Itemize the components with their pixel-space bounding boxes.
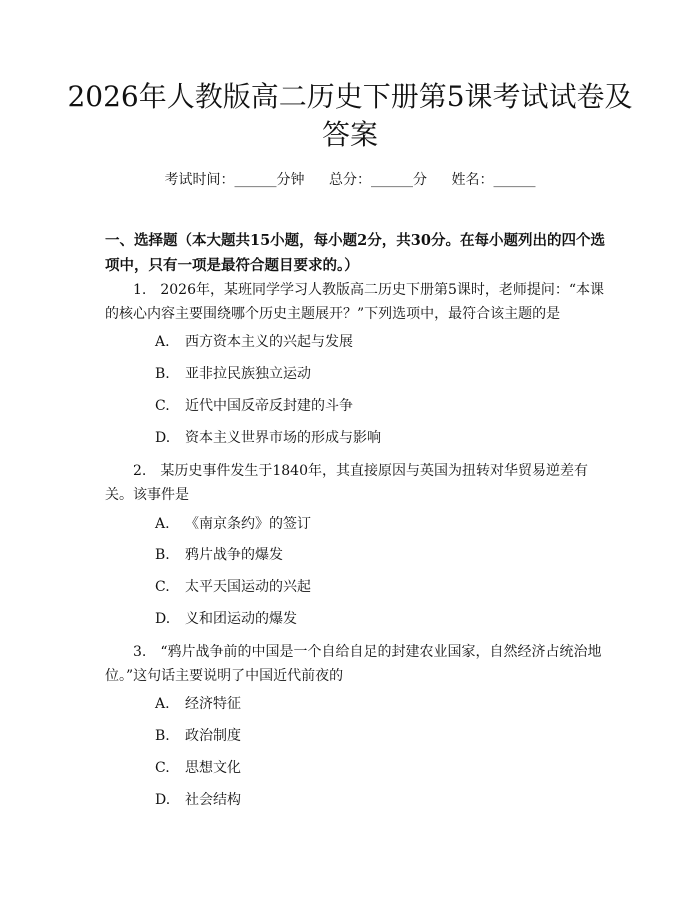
option-text: 思想文化 (185, 760, 241, 776)
option-text: 资本主义世界市场的形成与影响 (185, 430, 381, 446)
total-score-field: 总分：______分 (329, 172, 427, 188)
question-3-option-a (155, 694, 241, 714)
student-name-field: 姓名：______ (451, 172, 536, 188)
section-heading: 一、选择题（本大题共15小题，每小题2分，共30分。在每小题列出的四个选项中，只有一项是最符合题目要求的。） (105, 232, 605, 274)
option-letter: B. (155, 547, 170, 563)
document-title: 2026年人教版高二历史下册第5课考试试卷及答案 (67, 80, 633, 151)
question-1-option-d (155, 428, 381, 448)
question-2-option-b (155, 545, 283, 565)
question-2-option-a (155, 514, 311, 534)
option-text: 政治制度 (185, 728, 241, 744)
option-text: 义和团运动的爆发 (185, 611, 297, 627)
option-letter: D. (155, 430, 171, 446)
question-1-option-a (155, 332, 353, 352)
exam-time-field: 考试时间：______分钟 (164, 172, 305, 188)
option-letter: C. (155, 579, 170, 595)
option-text: 鸦片战争的爆发 (185, 547, 283, 563)
option-text: 太平天国运动的兴起 (185, 579, 311, 595)
question-2-option-c (155, 577, 311, 597)
question-1-option-c (155, 396, 353, 416)
option-text: 社会结构 (185, 792, 241, 808)
option-letter: D. (155, 611, 171, 627)
option-letter: A. (155, 334, 170, 350)
option-letter: D. (155, 792, 171, 808)
option-text: 《南京条约》的签订 (185, 516, 311, 532)
question-3-option-c (155, 758, 241, 778)
option-letter: B. (155, 366, 170, 382)
option-text: 近代中国反帝反封建的斗争 (185, 398, 353, 414)
option-letter: A. (155, 696, 170, 712)
option-letter: C. (155, 398, 170, 414)
question-1-option-b (155, 364, 311, 384)
question-3-option-b (155, 726, 241, 746)
option-text: 经济特征 (185, 696, 241, 712)
question-2-option-d (155, 609, 297, 629)
exam-info-line (0, 170, 700, 190)
option-text: 亚非拉民族独立运动 (185, 366, 311, 382)
option-letter: A. (155, 516, 170, 532)
question-2-stem: 2. 某历史事件发生于1840年，其直接原因与英国为扭转对华贸易逆差有关。该事件是 (105, 463, 588, 503)
question-1-stem: 1. 2026年，某班同学学习人教版高二历史下册第5课时，老师提问：“本课的核心内容主要围绕哪个历史主题展开？”下列选项中，最符合该主题的是 (105, 282, 605, 322)
option-letter: C. (155, 760, 170, 776)
option-letter: B. (155, 728, 170, 744)
option-text: 西方资本主义的兴起与发展 (185, 334, 353, 350)
question-3-stem: 3. “鸦片战争前的中国是一个自给自足的封建农业国家，自然经济占统治地位。”这句话主要说明了中国近代前夜的 (105, 644, 602, 684)
question-3-option-d (155, 790, 241, 810)
